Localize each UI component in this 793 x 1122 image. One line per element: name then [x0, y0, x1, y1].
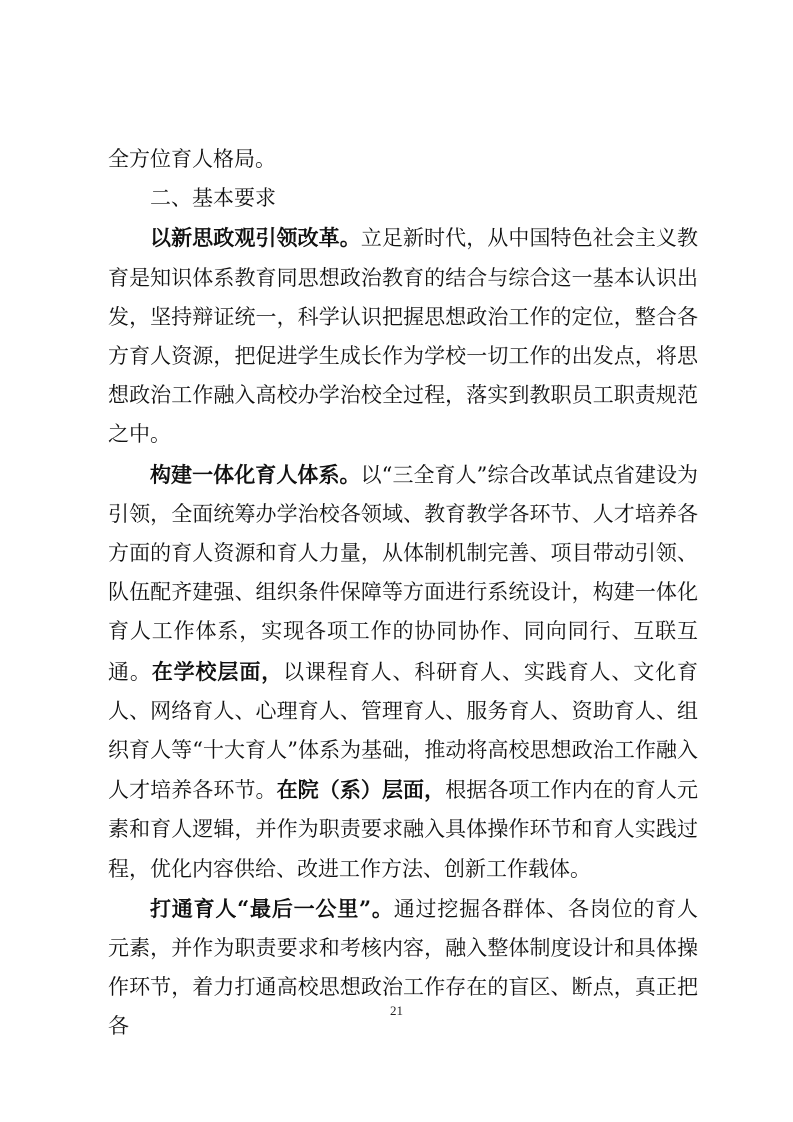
paragraph-text: 根据各项工作内在的育人元素和育人逻辑，并作为职责要求融入具体操作环节和育人实践过程，优化内容供给、改进工作方法、创新工作载体。: [108, 778, 699, 881]
paragraph-3: [108, 218, 698, 454]
paragraph-1: [108, 140, 698, 179]
section-heading-text: 二、基本要求: [150, 186, 276, 211]
paragraph-text: 通过挖掘各群体、各岗位的育人元素，并作为职责要求和考核内容，融入整体制度设计和具体操作环节，着力打通高校思想政治工作存在的盲区、断点，真正把各: [108, 896, 698, 1039]
paragraph-lead: 打通育人“最后一公里”。: [150, 895, 394, 921]
section-heading: [108, 179, 698, 218]
paragraph-text: 全方位育人格局。: [108, 147, 276, 171]
paragraph-sublead: 在院（系）层面，: [276, 777, 446, 803]
page-number: 21: [390, 1003, 403, 1018]
paragraph-5: [108, 889, 698, 1047]
paragraph-text: 以课程育人、科研育人、实践育人、文化育人、网络育人、心理育人、管理育人、服务育人、资助育人、组织育人等“十大育人”体系为基础，推动将高校思想政治工作融入人才培养各环节。: [108, 659, 699, 803]
paragraph-lead: 构建一体化育人体系。: [150, 461, 361, 487]
document-body: [108, 140, 698, 1047]
paragraph-4: [108, 455, 698, 889]
paragraph-text: 立足新时代，从中国特色社会主义教育是知识体系教育同思想政治教育的结合与综合这一基本认识出发，坚持辩证统一，科学认识把握思想政治工作的定位，整合各方育人资源，把促进学生成长作为学校一切工作的出发点，将思想政治工作融入高校办学治校全过程，落实到教职员工职责规范之中。: [108, 226, 699, 447]
paragraph-lead: 以新思政观引领改革。: [150, 225, 361, 251]
paragraph-text: 以“三全育人”综合改革试点省建设为引领，全面统筹办学治校各领域、教育教学各环节、人才培养各方面的育人资源和育人力量，从体制机制完善、项目带动引领、队伍配齐建强、组织条件保障等方面进行系统设计，构建一体化育人工作体系，实现各项工作的协同协作、同向同行、互联互通。: [108, 462, 698, 684]
paragraph-sublead: 在学校层面，: [151, 658, 284, 684]
